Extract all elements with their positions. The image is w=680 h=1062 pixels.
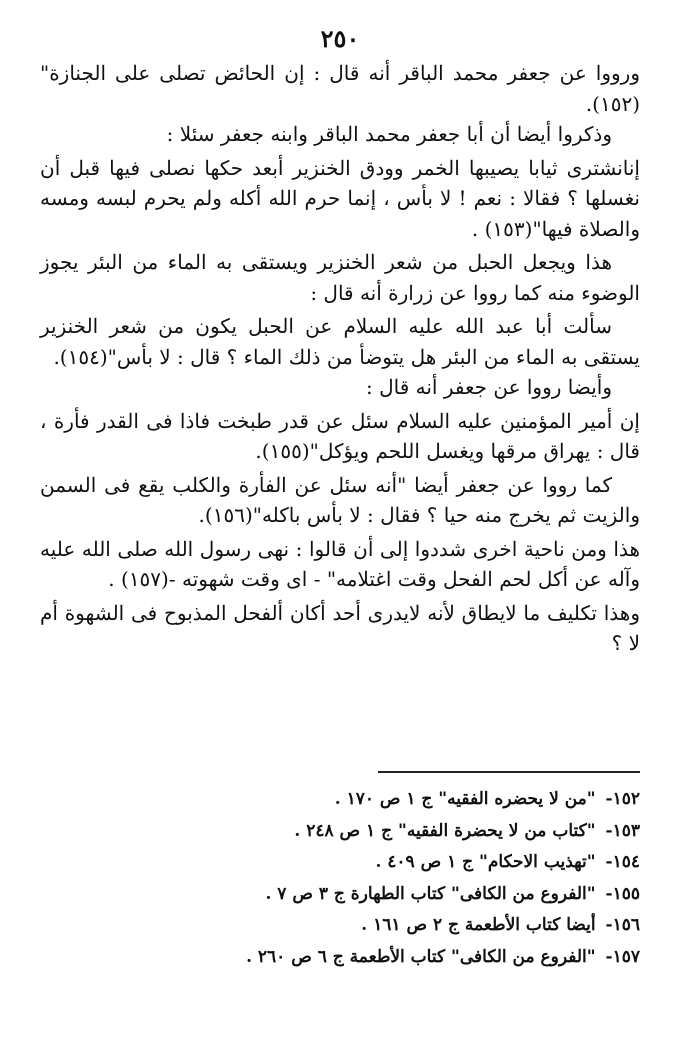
footnote-item <box>40 942 640 974</box>
footnote-text: أيضا كتاب الأطعمة ج ٢ ص ١٦١ . <box>361 915 596 935</box>
footnote-text: "تهذيب الاحكام" ج ١ ص ٤٠٩ . <box>375 852 596 872</box>
footnote-divider <box>378 771 640 773</box>
footnotes <box>40 784 640 973</box>
footnote-number: ١٥٧- <box>605 946 640 967</box>
footnote-number: ١٥٣- <box>605 820 640 841</box>
paragraph-7: إن أمير المؤمنين عليه السلام سئل عن قدر طبخت فاذا فى القدر فأرة ، قال : يهراق مرقها ويغسل اللحم ويؤكل"(١٥٥). <box>40 408 640 463</box>
footnote-number: ١٥٥- <box>605 883 640 904</box>
footnote-item <box>40 879 640 911</box>
footnote-text: "الفروع من الكافى" كتاب الطهارة ج ٣ ص ٧ . <box>265 883 596 904</box>
paragraph-1: ورووا عن جعفر محمد الباقر أنه قال : إن الحائض تصلى على الجنازة"(١٥٢). <box>40 61 640 116</box>
footnote-text: "الفروع من الكافى" كتاب الأطعمة ج ٦ ص ٢٦٠ . <box>246 946 596 967</box>
page-number: ٢٥٠ <box>320 24 360 53</box>
paragraph-4: هذا ويجعل الحبل من شعر الخنزير ويستقى به الماء من البئر يجوز الوضوء منه كما رووا عن زرارة أنه قال : <box>40 250 640 305</box>
paragraph-3: إنانشترى ثيابا يصيبها الخمر وودق الخنزير أبعد حكها نصلى فيها قبل أن نغسلها ؟ فقالا : نعم ! لا بأس ، إنما حرم الله أكله ولم يحرم لبسه ومسه والصلاة فيها"(١٥٣) . <box>40 155 640 241</box>
footnote-number: ١٥٦- <box>605 915 640 935</box>
footnote-item <box>40 910 640 942</box>
footnote-number: ١٥٤- <box>605 852 640 872</box>
paragraph-8: كما رووا عن جعفر أيضا "أنه سئل عن الفأرة والكلب يقع فى السمن والزيت ثم يخرج منه حيا ؟ فقال : لا بأس باكله"(١٥٦). <box>40 472 640 527</box>
footnote-text: "كتاب من لا يحضرة الفقيه" ج ١ ص ٢٤٨ . <box>294 820 596 841</box>
footnote-item <box>40 816 640 848</box>
paragraph-2: وذكروا أيضا أن أبا جعفر محمد الباقر وابنه جعفر سئلا : <box>166 122 612 146</box>
paragraph-10: وهذا تكليف ما لايطاق لأنه لايدرى أحد أكان ألفحل المذبوح فى الشهوة أم لا ؟ <box>40 600 640 655</box>
paragraph-5: سألت أبا عبد الله عليه السلام عن الحبل يكون من شعر الخنزير يستقى به الماء من البئر هل يتوضأ من ذلك الماء ؟ قال : لا بأس"(١٥٤). <box>40 314 640 369</box>
footnote-text: "من لا يحضره الفقيه" ج ١ ص ١٧٠ . <box>334 789 596 809</box>
main-text <box>40 58 640 659</box>
footnote-number: ١٥٢- <box>605 789 640 809</box>
paragraph-9: هذا ومن ناحية اخرى شددوا إلى أن قالوا : نهى رسول الله صلى الله عليه وآله عن أكل لحم الفحل وقت اغتلامه" - اى وقت شهوته -(١٥٧) . <box>40 536 640 591</box>
footnote-item <box>40 847 640 879</box>
paragraph-6: وأيضا رووا عن جعفر أنه قال : <box>366 375 612 399</box>
footnote-item <box>40 784 640 816</box>
